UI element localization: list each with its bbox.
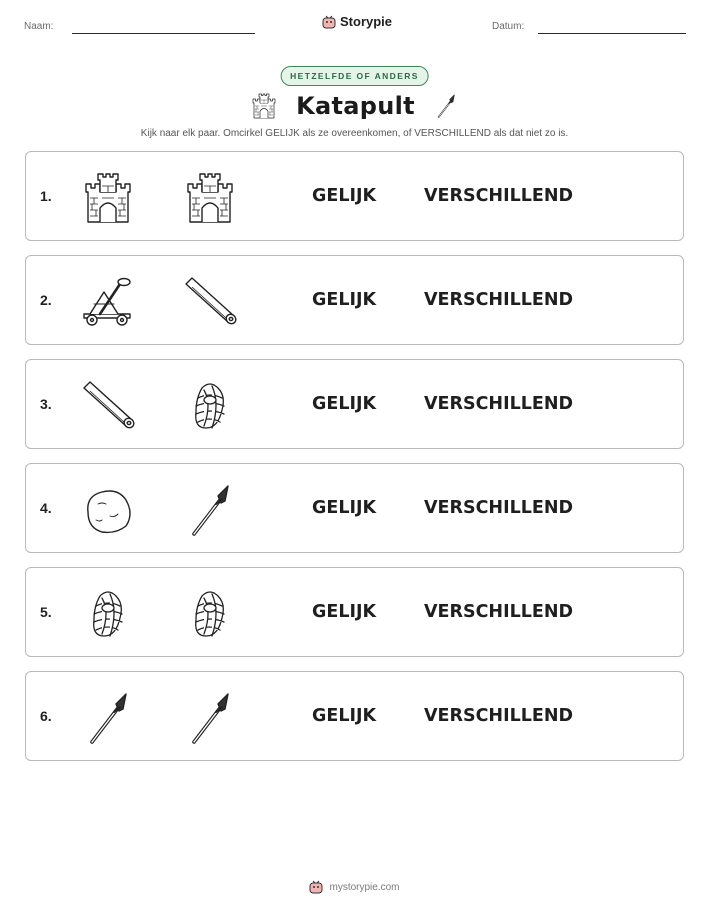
topic-badge: HETZELFDE OF ANDERS (280, 66, 429, 86)
wooden-beam-icon (80, 378, 136, 434)
option-same[interactable]: GELIJK (312, 186, 377, 206)
storypie-logo (322, 14, 392, 29)
storypie-mascot-icon (322, 15, 336, 29)
exercise-row (25, 359, 684, 449)
row-number: 2. (40, 292, 52, 308)
page-title: Katapult (296, 92, 415, 120)
option-same[interactable]: GELIJK (312, 290, 377, 310)
wooden-beam-icon (182, 274, 238, 330)
option-different[interactable]: VERSCHILLEND (424, 186, 574, 206)
footer (0, 880, 709, 894)
spear-icon (433, 93, 459, 119)
exercise-row (25, 255, 684, 345)
exercise-row (25, 671, 684, 761)
row-number: 6. (40, 708, 52, 724)
row-number: 5. (40, 604, 52, 620)
rope-coil-icon (182, 378, 238, 434)
option-same[interactable]: GELIJK (312, 394, 377, 414)
name-label: Naam: (24, 21, 54, 32)
stone-icon (80, 482, 136, 538)
title-row (0, 92, 709, 120)
option-different[interactable]: VERSCHILLEND (424, 498, 574, 518)
footer-url: mystorypie.com (329, 881, 400, 893)
option-same[interactable]: GELIJK (312, 706, 377, 726)
exercise-row (25, 151, 684, 241)
castle-icon (182, 170, 238, 226)
row-number: 3. (40, 396, 52, 412)
option-different[interactable]: VERSCHILLEND (424, 394, 574, 414)
row-number: 1. (40, 188, 52, 204)
rope-coil-icon (182, 586, 238, 642)
exercise-row (25, 463, 684, 553)
catapult-icon (80, 274, 136, 330)
brand-name: Storypie (340, 14, 393, 29)
option-different[interactable]: VERSCHILLEND (424, 706, 574, 726)
row-number: 4. (40, 500, 52, 516)
name-field[interactable] (72, 33, 255, 34)
option-same[interactable]: GELIJK (312, 498, 377, 518)
castle-icon (250, 92, 278, 120)
spear-icon (80, 690, 136, 746)
date-field[interactable] (538, 33, 686, 34)
rope-coil-icon (80, 586, 136, 642)
option-different[interactable]: VERSCHILLEND (424, 602, 574, 622)
exercise-row (25, 567, 684, 657)
option-same[interactable]: GELIJK (312, 602, 377, 622)
date-label: Datum: (492, 21, 525, 32)
castle-icon (80, 170, 136, 226)
option-different[interactable]: VERSCHILLEND (424, 290, 574, 310)
spear-icon (182, 482, 238, 538)
instructions: Kijk naar elk paar. Omcirkel GELIJK als ze overeenkomen, of VERSCHILLEND als dat niet zo is. (140, 128, 569, 139)
spear-icon (182, 690, 238, 746)
storypie-mascot-icon (309, 880, 323, 894)
